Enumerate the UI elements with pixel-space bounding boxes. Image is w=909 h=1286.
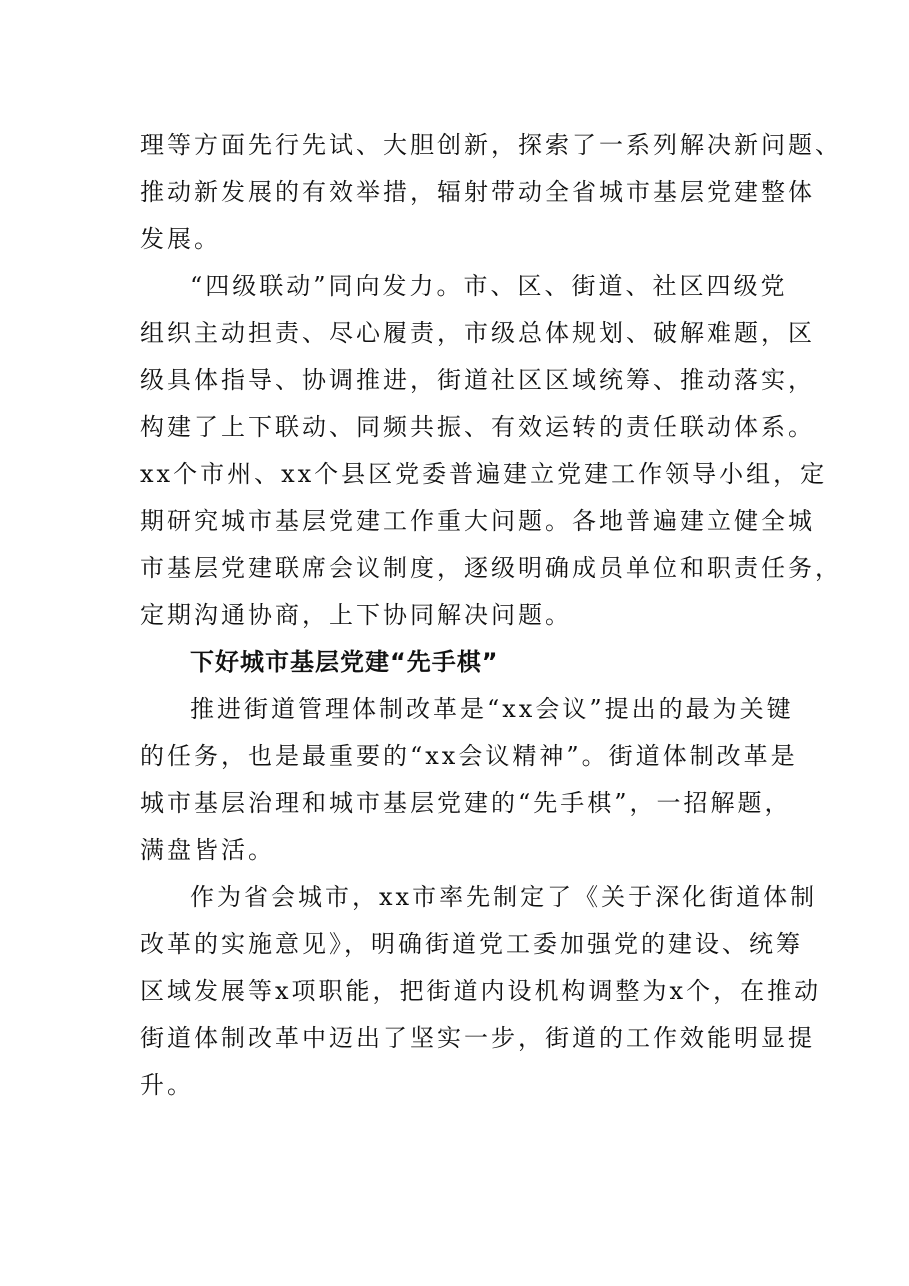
text-line: 改革的实施意见》，明确街道党工委加强党的建设、统筹	[140, 930, 803, 958]
text-line: 城市基层治理和城市基层党建的“先手棋”，一招解题，	[140, 789, 792, 817]
paragraph-street-reform	[140, 686, 798, 874]
text-line: “四级联动”同向发力。市、区、街道、社区四级党	[190, 272, 788, 300]
text-line: 组织主动担责、尽心履责，市级总体规划、破解难题，区	[140, 319, 815, 347]
document-body	[140, 122, 842, 1109]
text-line: 定期沟通协商，上下协同解决问题。	[140, 601, 572, 629]
text-line: 市基层党建联席会议制度，逐级明确成员单位和职责任务，	[140, 554, 842, 582]
text-line: 推进街道管理体制改革是“xx会议”提出的最为关键	[190, 695, 794, 723]
paragraph-provincial-capital	[140, 874, 822, 1109]
section-heading: 下好城市基层党建“先手棋”	[190, 648, 499, 676]
text-line: 作为省会城市，xx市率先制定了《关于深化街道体制	[190, 883, 818, 911]
text-line: 推动新发展的有效举措，辐射带动全省城市基层党建整体	[140, 178, 815, 206]
text-line: 的任务，也是最重要的“xx会议精神”。街道体制改革是	[140, 742, 798, 770]
text-line: 发展。	[140, 225, 221, 253]
text-line: 理等方面先行先试、大胆创新，探索了一系列解决新问题、	[140, 131, 842, 159]
text-line: 街道体制改革中迈出了坚实一步，街道的工作效能明显提	[140, 1024, 815, 1052]
text-line: 满盘皆活。	[140, 836, 275, 864]
paragraph-continuation	[140, 122, 842, 263]
text-line: 升。	[140, 1071, 194, 1099]
text-line: xx个市州、xx个县区党委普遍建立党建工作领导小组，定	[140, 460, 828, 488]
text-line: 级具体指导、协调推进，街道社区区域统筹、推动落实，	[140, 366, 815, 394]
paragraph-four-level-linkage	[140, 263, 842, 639]
text-line: 构建了上下联动、同频共振、有效运转的责任联动体系。	[140, 413, 815, 441]
text-line: 期研究城市基层党建工作重大问题。各地普遍建立健全城	[140, 507, 815, 535]
text-line: 区域发展等x项职能，把街道内设机构调整为x个，在推动	[140, 977, 822, 1005]
